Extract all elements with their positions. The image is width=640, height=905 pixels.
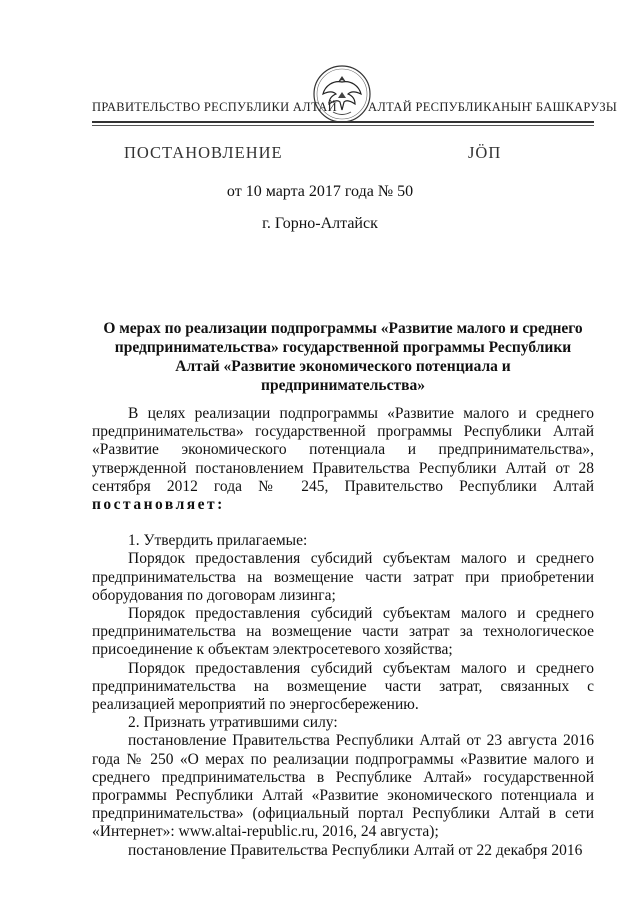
doc-type-alt: JÖП — [468, 143, 502, 162]
coat-of-arms-emblem — [311, 64, 373, 124]
item-paragraph: постановление Правительства Республики Алтай от 23 августа 2016 года № 250 «О мерах по реализации подпрограммы «Развитие малого и среднего предпринимательства в Республике Алтай» государственной программы Республики Алтай «Развитие экономического потенциала и предпринимательства» (официальный портал Республики Алтай в сети «Интернет»: www.altai-republic.ru, 2016, 24 августа); — [92, 732, 594, 841]
preamble-paragraph — [92, 405, 594, 514]
header-left-org: ПРАВИТЕЛЬСТВО РЕСПУБЛИКИ АЛТАЙ — [92, 100, 337, 114]
document-body — [92, 405, 594, 860]
date-line: от 10 марта 2017 года № 50 — [226, 183, 414, 200]
item-paragraph: 2. Признать утратившими силу: — [128, 714, 338, 732]
resolves-word: постановляет: — [92, 496, 225, 514]
item-paragraph: Порядок предоставления субсидий субъектам малого и среднего предпринимательства на возмещение части затрат при приобретении оборудования по договорам лизинга; — [92, 550, 594, 604]
item-paragraph: 1. Утвердить прилагаемые: — [128, 532, 308, 550]
header-rule-thin — [92, 125, 594, 126]
document-title: О мерах по реализации подпрограммы «Развитие малого и среднего предпринимательства» государственной программы Республики Алтай «Развитие экономического потенциала и предпринимательства» — [103, 320, 583, 394]
doc-type-ru: ПОСТАНОВЛЕНИЕ — [124, 143, 283, 162]
header-right-org: АЛТАЙ РЕСПУБЛИКАНЫҤ БАШКАРУЗЫ — [368, 100, 618, 114]
item-paragraph: Порядок предоставления субсидий субъектам малого и среднего предпринимательства на возмещение части затрат за технологическое присоединение к объектам электросетевого хозяйства; — [92, 605, 594, 659]
preamble-text: В целях реализации подпрограммы «Развитие малого и среднего предпринимательства» государственной программы Республики Алтай «Развитие экономического потенциала и предпринимательства», утвержденной постановлением Правительства Республики Алтай от 28 сентября 2012 года № 245, Правительство Республики Алтай — [92, 405, 594, 495]
city-line: г. Горно-Алтайск — [262, 215, 378, 232]
header-rule — [92, 121, 594, 123]
item-paragraph: постановление Правительства Республики Алтай от 22 декабря 2016 — [128, 841, 583, 859]
item-paragraph: Порядок предоставления субсидий субъектам малого и среднего предпринимательства на возмещение части затрат, связанных с реализацией мероприятий по энергосбережению. — [92, 659, 594, 714]
